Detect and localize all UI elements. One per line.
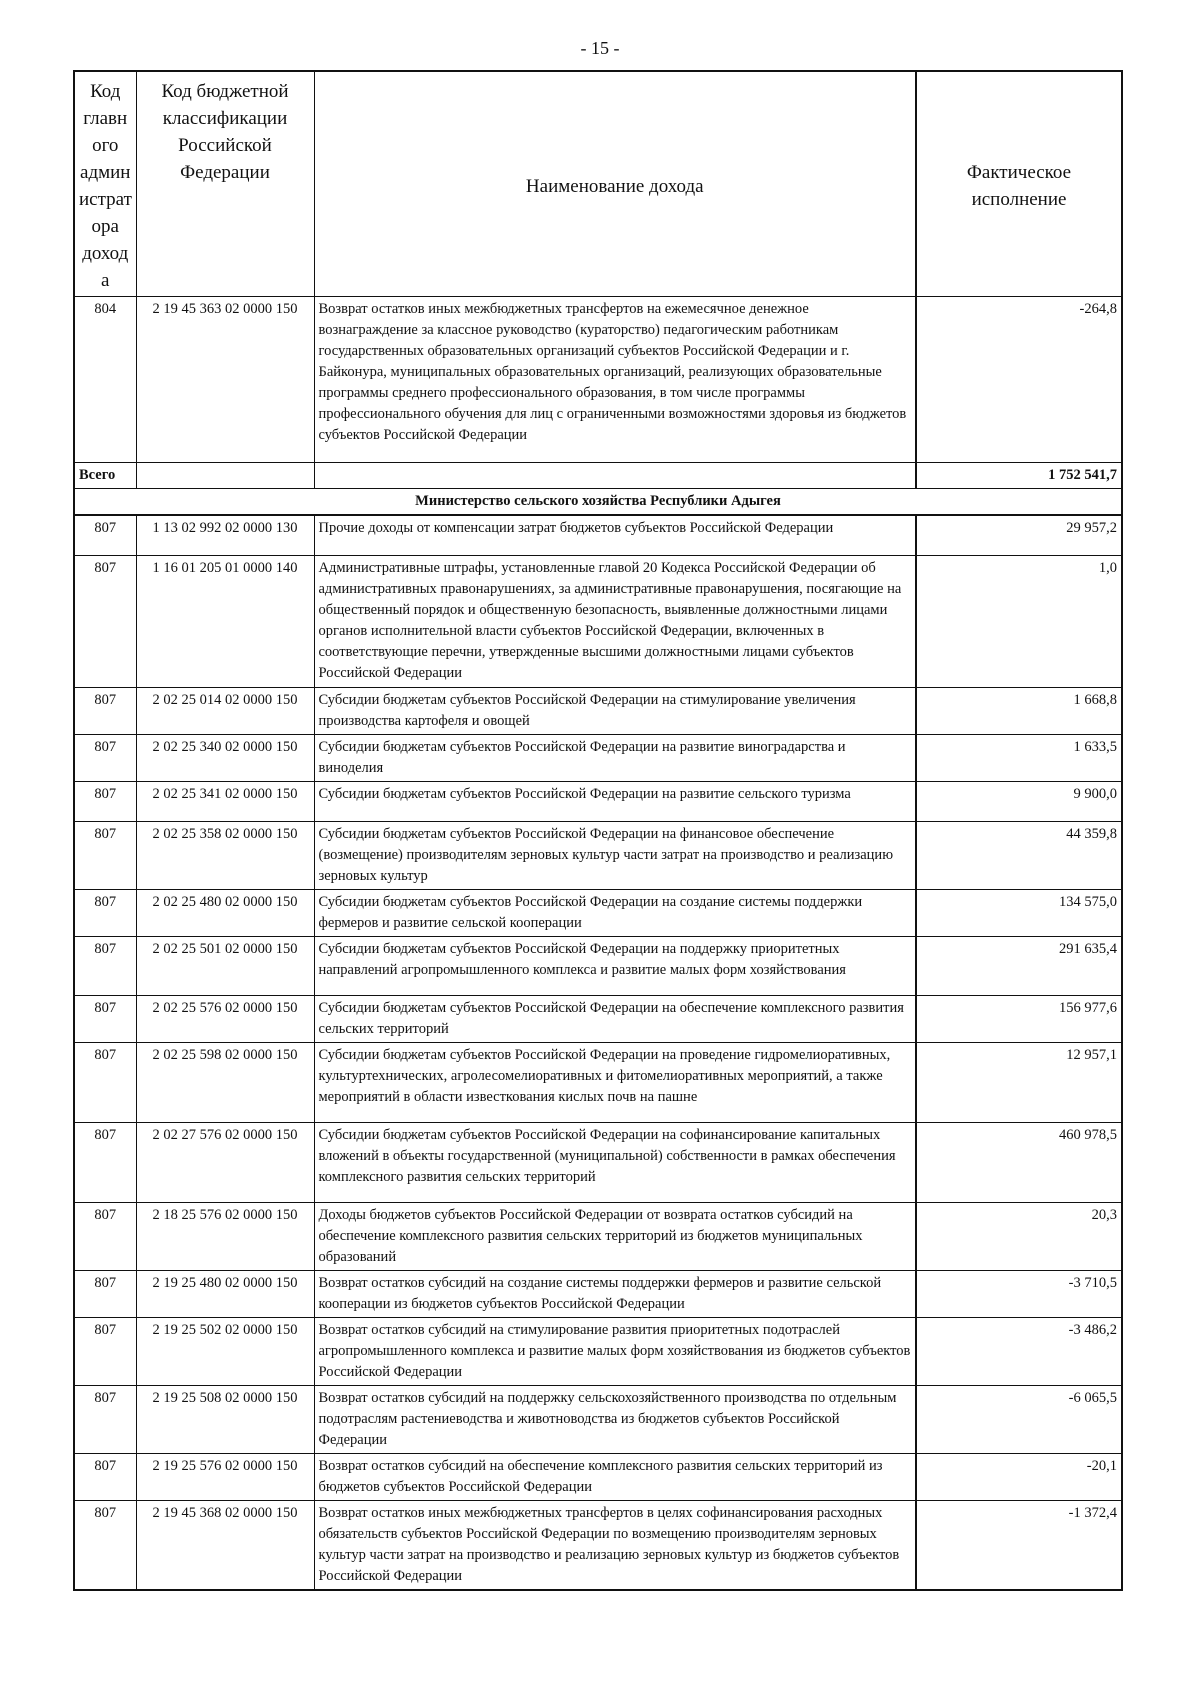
row-value: 44 359,8 (916, 821, 1122, 889)
total-code-empty (136, 463, 314, 489)
row-name: Субсидии бюджетам субъектов Российской Федерации на проведение гидромелиоративных, культуртехнических, агролесомелиоративных и фитомелиоративных мероприятий, а также мероприятий в области известкования кислых почв на пашне (314, 1042, 916, 1122)
page-number: - 15 - (580, 38, 620, 58)
row-name: Субсидии бюджетам субъектов Российской Федерации на развитие сельского туризма (314, 781, 916, 821)
table-row (74, 1270, 1122, 1317)
row-admin: 807 (74, 1317, 136, 1385)
table-row (74, 821, 1122, 889)
row-admin: 807 (74, 936, 136, 995)
row-name: Возврат остатков субсидий на поддержку сельскохозяйственного производства по отдельным подотраслям растениеводства и животноводства из бюджетов субъектов Российской Федерации (314, 1385, 916, 1453)
row-admin: 807 (74, 1270, 136, 1317)
row-admin: 807 (74, 734, 136, 781)
total-section (74, 463, 1122, 516)
table-row (74, 1042, 1122, 1122)
table-row (74, 734, 1122, 781)
table-row (74, 515, 1122, 555)
row-value: 291 635,4 (916, 936, 1122, 995)
row-name: Возврат остатков субсидий на стимулирование развития приоритетных подотраслей агропромышленного комплекса и развитие малых форм хозяйствования из бюджетов субъектов Российской Федерации (314, 1317, 916, 1385)
row-name: Субсидии бюджетам субъектов Российской Федерации на софинансирование капитальных вложений в объекты государственной (муниципальной) собственности в рамках обеспечения комплексного развития сельских территорий (314, 1122, 916, 1202)
rows-main (74, 515, 1122, 1590)
row-value: -1 372,4 (916, 1500, 1122, 1590)
row-code: 2 02 25 340 02 0000 150 (136, 734, 314, 781)
row-admin: 807 (74, 1202, 136, 1270)
row-admin: 807 (74, 1385, 136, 1453)
rows-top (74, 297, 1122, 463)
row-value: 20,3 (916, 1202, 1122, 1270)
row-name: Доходы бюджетов субъектов Российской Федерации от возврата остатков субсидий на обеспечение комплексного развития сельских территорий из бюджетов муниципальных образований (314, 1202, 916, 1270)
row-code: 2 19 25 576 02 0000 150 (136, 1453, 314, 1500)
row-admin: 804 (74, 297, 136, 463)
row-name: Субсидии бюджетам субъектов Российской Федерации на создание системы поддержки фермеров и развитие сельской кооперации (314, 889, 916, 936)
row-value: -6 065,5 (916, 1385, 1122, 1453)
income-table (73, 70, 1123, 1591)
header-name: Наименование дохода (314, 71, 916, 297)
row-name: Субсидии бюджетам субъектов Российской Федерации на финансовое обеспечение (возмещение) производителям зерновых культур части затрат на производство и реализацию зерновых культур (314, 821, 916, 889)
table-row (74, 687, 1122, 734)
row-name: Возврат остатков субсидий на обеспечение комплексного развития сельских территорий из бюджетов субъектов Российской Федерации (314, 1453, 916, 1500)
row-name: Возврат остатков иных межбюджетных трансфертов на ежемесячное денежное вознаграждение за классное руководство (кураторство) педагогическим работникам государственных образовательных организаций субъектов Российской Федерации и г. Байконура, муниципальных образовательных организаций, реализующих образовательные программы среднего профессионального образования, в том числе программы профессионального обучения для лиц с ограниченными возможностями здоровья из бюджетов субъектов Российской Федерации (314, 297, 916, 463)
row-value: -3 486,2 (916, 1317, 1122, 1385)
row-value: 9 900,0 (916, 781, 1122, 821)
total-label: Всего (74, 463, 136, 489)
row-code: 2 02 25 014 02 0000 150 (136, 687, 314, 734)
row-value: 1 633,5 (916, 734, 1122, 781)
row-admin: 807 (74, 1122, 136, 1202)
row-value: -3 710,5 (916, 1270, 1122, 1317)
total-row (74, 463, 1122, 489)
row-name: Административные штрафы, установленные главой 20 Кодекса Российской Федерации об административных правонарушениях, за административные правонарушения, посягающие на общественный порядок и общественную безопасность, выявленные должностными лицами органов исполнительной власти субъектов Российской Федерации, включенных в соответствующие перечни, утвержденные высшими должностными лицами субъектов Российской Федерации (314, 555, 916, 687)
row-code: 2 19 25 480 02 0000 150 (136, 1270, 314, 1317)
row-name: Субсидии бюджетам субъектов Российской Федерации на развитие виноградарства и виноделия (314, 734, 916, 781)
row-name: Субсидии бюджетам субъектов Российской Федерации на поддержку приоритетных направлений агропромышленного комплекса и развитие малых форм хозяйствования (314, 936, 916, 995)
header-value: Фактическое исполнение (916, 71, 1122, 297)
row-code: 2 19 25 508 02 0000 150 (136, 1385, 314, 1453)
row-admin: 807 (74, 889, 136, 936)
row-value: 29 957,2 (916, 515, 1122, 555)
row-code: 2 02 25 598 02 0000 150 (136, 1042, 314, 1122)
row-code: 2 18 25 576 02 0000 150 (136, 1202, 314, 1270)
section-row (74, 489, 1122, 516)
row-admin: 807 (74, 687, 136, 734)
row-value: -20,1 (916, 1453, 1122, 1500)
row-value: 156 977,6 (916, 995, 1122, 1042)
table-row (74, 1202, 1122, 1270)
table-row (74, 555, 1122, 687)
row-code: 1 13 02 992 02 0000 130 (136, 515, 314, 555)
row-value: 1 668,8 (916, 687, 1122, 734)
row-code: 2 02 25 358 02 0000 150 (136, 821, 314, 889)
row-admin: 807 (74, 1042, 136, 1122)
row-code: 2 19 45 363 02 0000 150 (136, 297, 314, 463)
row-admin: 807 (74, 1500, 136, 1590)
header-code: Код бюджетной классификации Российской Федерации (136, 71, 314, 297)
row-code: 2 02 25 341 02 0000 150 (136, 781, 314, 821)
row-admin: 807 (74, 555, 136, 687)
row-admin: 807 (74, 781, 136, 821)
table-row (74, 1317, 1122, 1385)
table-row (74, 889, 1122, 936)
row-admin: 807 (74, 821, 136, 889)
row-value: 460 978,5 (916, 1122, 1122, 1202)
row-code: 2 02 25 576 02 0000 150 (136, 995, 314, 1042)
table-row (74, 995, 1122, 1042)
table-row (74, 781, 1122, 821)
table-row (74, 1500, 1122, 1590)
row-value: -264,8 (916, 297, 1122, 463)
table-row (74, 297, 1122, 463)
row-code: 2 02 25 501 02 0000 150 (136, 936, 314, 995)
row-admin: 807 (74, 995, 136, 1042)
section-title: Министерство сельского хозяйства Республики Адыгея (74, 489, 1122, 516)
row-value: 134 575,0 (916, 889, 1122, 936)
row-code: 2 02 25 480 02 0000 150 (136, 889, 314, 936)
table-row (74, 936, 1122, 995)
row-value: 1,0 (916, 555, 1122, 687)
total-name-empty (314, 463, 916, 489)
row-name: Прочие доходы от компенсации затрат бюджетов субъектов Российской Федерации (314, 515, 916, 555)
row-code: 2 19 25 502 02 0000 150 (136, 1317, 314, 1385)
row-name: Субсидии бюджетам субъектов Российской Федерации на обеспечение комплексного развития сельских территорий (314, 995, 916, 1042)
total-value: 1 752 541,7 (916, 463, 1122, 489)
row-code: 2 02 27 576 02 0000 150 (136, 1122, 314, 1202)
row-admin: 807 (74, 515, 136, 555)
table-row (74, 1122, 1122, 1202)
row-value: 12 957,1 (916, 1042, 1122, 1122)
table-row (74, 1453, 1122, 1500)
table-header-row (74, 71, 1122, 297)
table-row (74, 1385, 1122, 1453)
row-name: Возврат остатков иных межбюджетных трансфертов в целях софинансирования расходных обязательств субъектов Российской Федерации по возмещению производителям зерновых культур части затрат на производство и реализацию зерновых культур из бюджетов субъектов Российской Федерации (314, 1500, 916, 1590)
header-admin: Код главн ого админ истрат ора доход а (74, 71, 136, 297)
row-admin: 807 (74, 1453, 136, 1500)
row-name: Субсидии бюджетам субъектов Российской Федерации на стимулирование увеличения производства картофеля и овощей (314, 687, 916, 734)
row-code: 2 19 45 368 02 0000 150 (136, 1500, 314, 1590)
row-name: Возврат остатков субсидий на создание системы поддержки фермеров и развитие сельской кооперации из бюджетов субъектов Российской Федерации (314, 1270, 916, 1317)
row-code: 1 16 01 205 01 0000 140 (136, 555, 314, 687)
